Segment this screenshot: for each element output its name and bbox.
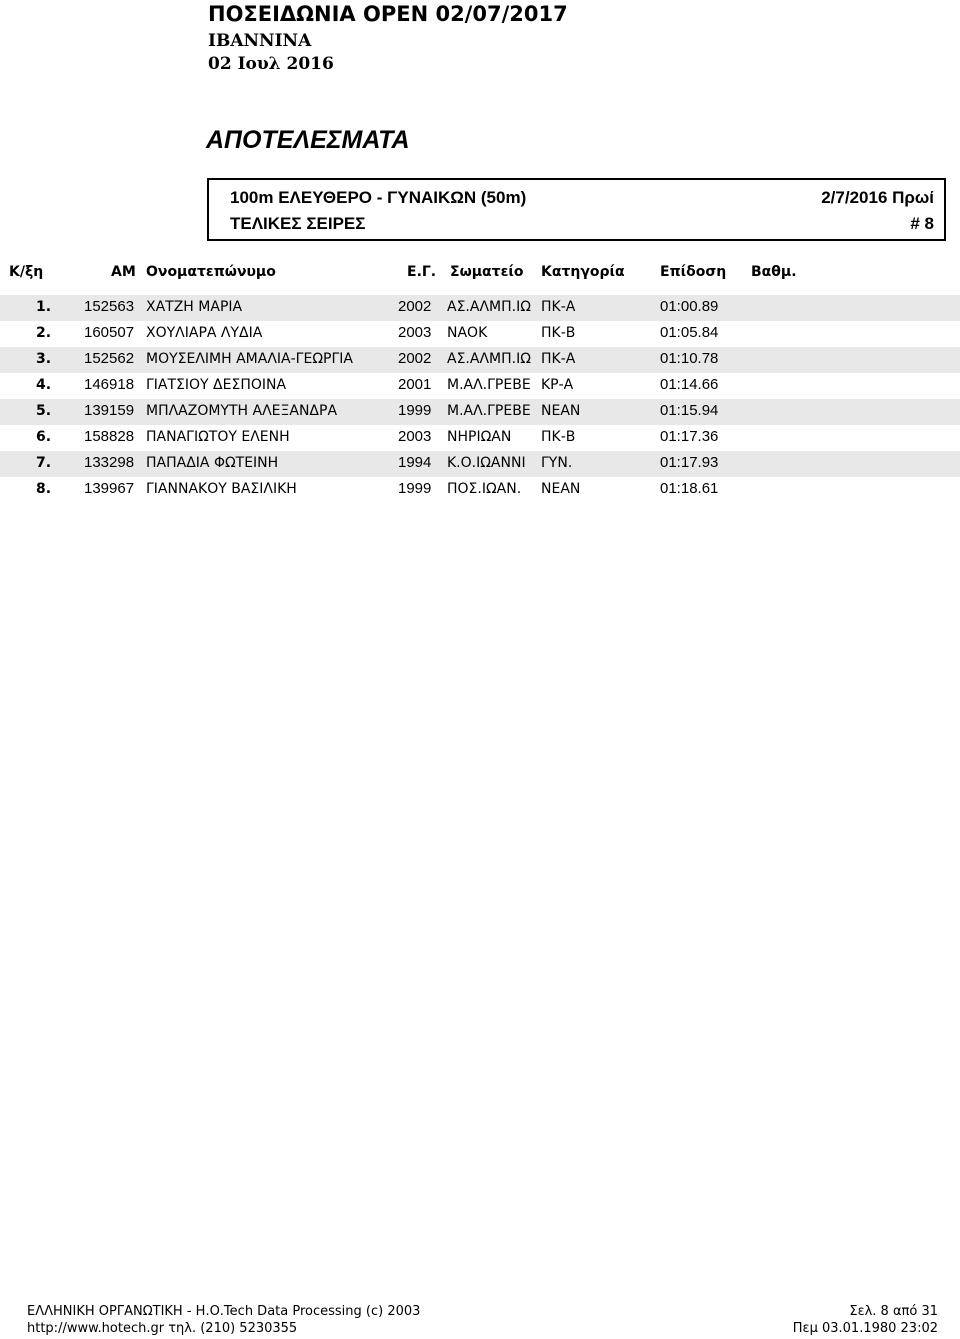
column-category: Κατηγορία [541,264,625,280]
result-name: ΜΠΛΑΖΟΜΥΤΗ ΑΛΕΞΑΝΔΡΑ [146,403,338,419]
result-am: 152562 [84,350,135,367]
event-heat: # 8 [910,214,934,233]
result-time: 01:05.84 [660,324,719,341]
result-time: 01:14.66 [660,376,719,393]
table-row [0,321,960,347]
result-name: ΓΙΑΤΣΙΟΥ ΔΕΣΠΟΙΝΑ [146,377,287,393]
result-time: 01:18.61 [660,480,719,497]
column-year: Ε.Γ. [407,264,437,280]
result-time: 01:15.94 [660,402,719,419]
result-time: 01:17.36 [660,428,719,445]
result-club: Μ.ΑΛ.ΓΡΕΒΕ [447,377,531,393]
result-category: ΚΡ-Α [541,377,574,393]
result-club: Κ.Ο.ΙΩΑΝΝΙ [447,455,526,471]
results-table [0,295,960,503]
result-club: ΝΑΟΚ [447,325,488,341]
result-club: ΑΣ.ΑΛΜΠ.ΙΩ [447,299,531,315]
table-row [0,399,960,425]
footer-printed: Πεμ 03.01.1980 23:02 [792,1321,938,1336]
column-club: Σωματείο [450,264,524,280]
result-am: 160507 [84,324,135,341]
footer-page: Σελ. 8 από 31 [849,1304,938,1319]
table-row [0,425,960,451]
result-name: ΠΑΝΑΓΙΩΤΟΥ ΕΛΕΝΗ [146,429,290,445]
result-category: ΠΚ-Β [541,325,576,341]
result-name: ΓΙΑΝΝΑΚΟΥ ΒΑΣΙΛΙΚΗ [146,481,297,497]
result-rank: 3. [36,351,52,367]
result-rank: 5. [36,403,52,419]
result-club: ΑΣ.ΑΛΜΠ.ΙΩ [447,351,531,367]
event-round: ΤΕΛΙΚΕΣ ΣΕΙΡΕΣ [230,214,366,233]
result-category: ΓΥΝ. [541,455,573,471]
result-am: 139159 [84,402,135,419]
result-name: ΜΟΥΣΕΛΙΜΗ ΑΜΑΛΙΑ-ΓΕΩΡΓΙΑ [146,351,353,367]
table-row [0,451,960,477]
result-category: ΠΚ-Β [541,429,576,445]
result-rank: 2. [36,325,52,341]
result-club: Μ.ΑΛ.ΓΡΕΒΕ [447,403,531,419]
table-row [0,295,960,321]
result-category: ΠΚ-Α [541,299,576,315]
result-am: 158828 [84,428,135,445]
result-year: 1999 [398,480,432,497]
column-points: Βαθμ. [751,264,797,280]
result-name: ΠΑΠΑΔΙΑ ΦΩΤΕΙΝΗ [146,455,279,471]
result-rank: 8. [36,481,52,497]
table-row [0,373,960,399]
result-am: 133298 [84,454,135,471]
result-year: 2001 [398,376,432,393]
result-time: 01:10.78 [660,350,719,367]
result-rank: 6. [36,429,52,445]
result-name: ΧΑΤΖΗ ΜΑΡΙΑ [146,299,243,315]
column-time: Επίδοση [660,264,727,280]
result-name: ΧΟΥΛΙΑΡΑ ΛΥΔΙΑ [146,325,263,341]
result-year: 2003 [398,324,432,341]
result-am: 152563 [84,298,135,315]
result-year: 1994 [398,454,432,471]
result-am: 139967 [84,480,135,497]
event-box [207,178,946,241]
meet-city: ΙΒΑΝΝΙΝΑ [208,31,312,51]
table-row [0,477,960,503]
column-am: ΑΜ [111,264,136,280]
result-year: 2002 [398,350,432,367]
results-title: ΑΠΟΤΕΛΕΣΜΑΤΑ [206,126,410,154]
result-time: 01:17.93 [660,454,719,471]
result-club: ΝΗΡΙΩΑΝ [447,429,512,445]
result-club: ΠΟΣ.ΙΩΑΝ. [447,481,522,497]
event-session: 2/7/2016 Πρωί [821,188,934,207]
meet-date: 02 Ιουλ 2016 [208,54,334,74]
footer-org: ΕΛΛΗΝΙΚΗ ΟΡΓΑΝΩΤΙΚΗ - Η.Ο.Tech Data Processing (c) 2003 [27,1304,421,1319]
result-year: 1999 [398,402,432,419]
result-rank: 4. [36,377,52,393]
column-name: Ονοματεπώνυμο [146,264,276,280]
result-year: 2003 [398,428,432,445]
footer-contact: http://www.hotech.gr τηλ. (210) 5230355 [27,1321,298,1336]
result-category: ΝΕΑΝ [541,481,581,497]
result-category: ΝΕΑΝ [541,403,581,419]
result-time: 01:00.89 [660,298,719,315]
column-rank: Κ/ξη [9,264,44,280]
table-row [0,347,960,373]
result-rank: 1. [36,299,52,315]
result-category: ΠΚ-Α [541,351,576,367]
result-rank: 7. [36,455,52,471]
meet-title: ΠΟΣΕΙΔΩΝΙΑ ΟΡΕΝ 02/07/2017 [208,2,568,26]
event-name: 100m ΕΛΕΥΘΕΡΟ - ΓΥΝΑΙΚΩΝ (50m) [230,188,527,207]
result-year: 2002 [398,298,432,315]
result-am: 146918 [84,376,135,393]
